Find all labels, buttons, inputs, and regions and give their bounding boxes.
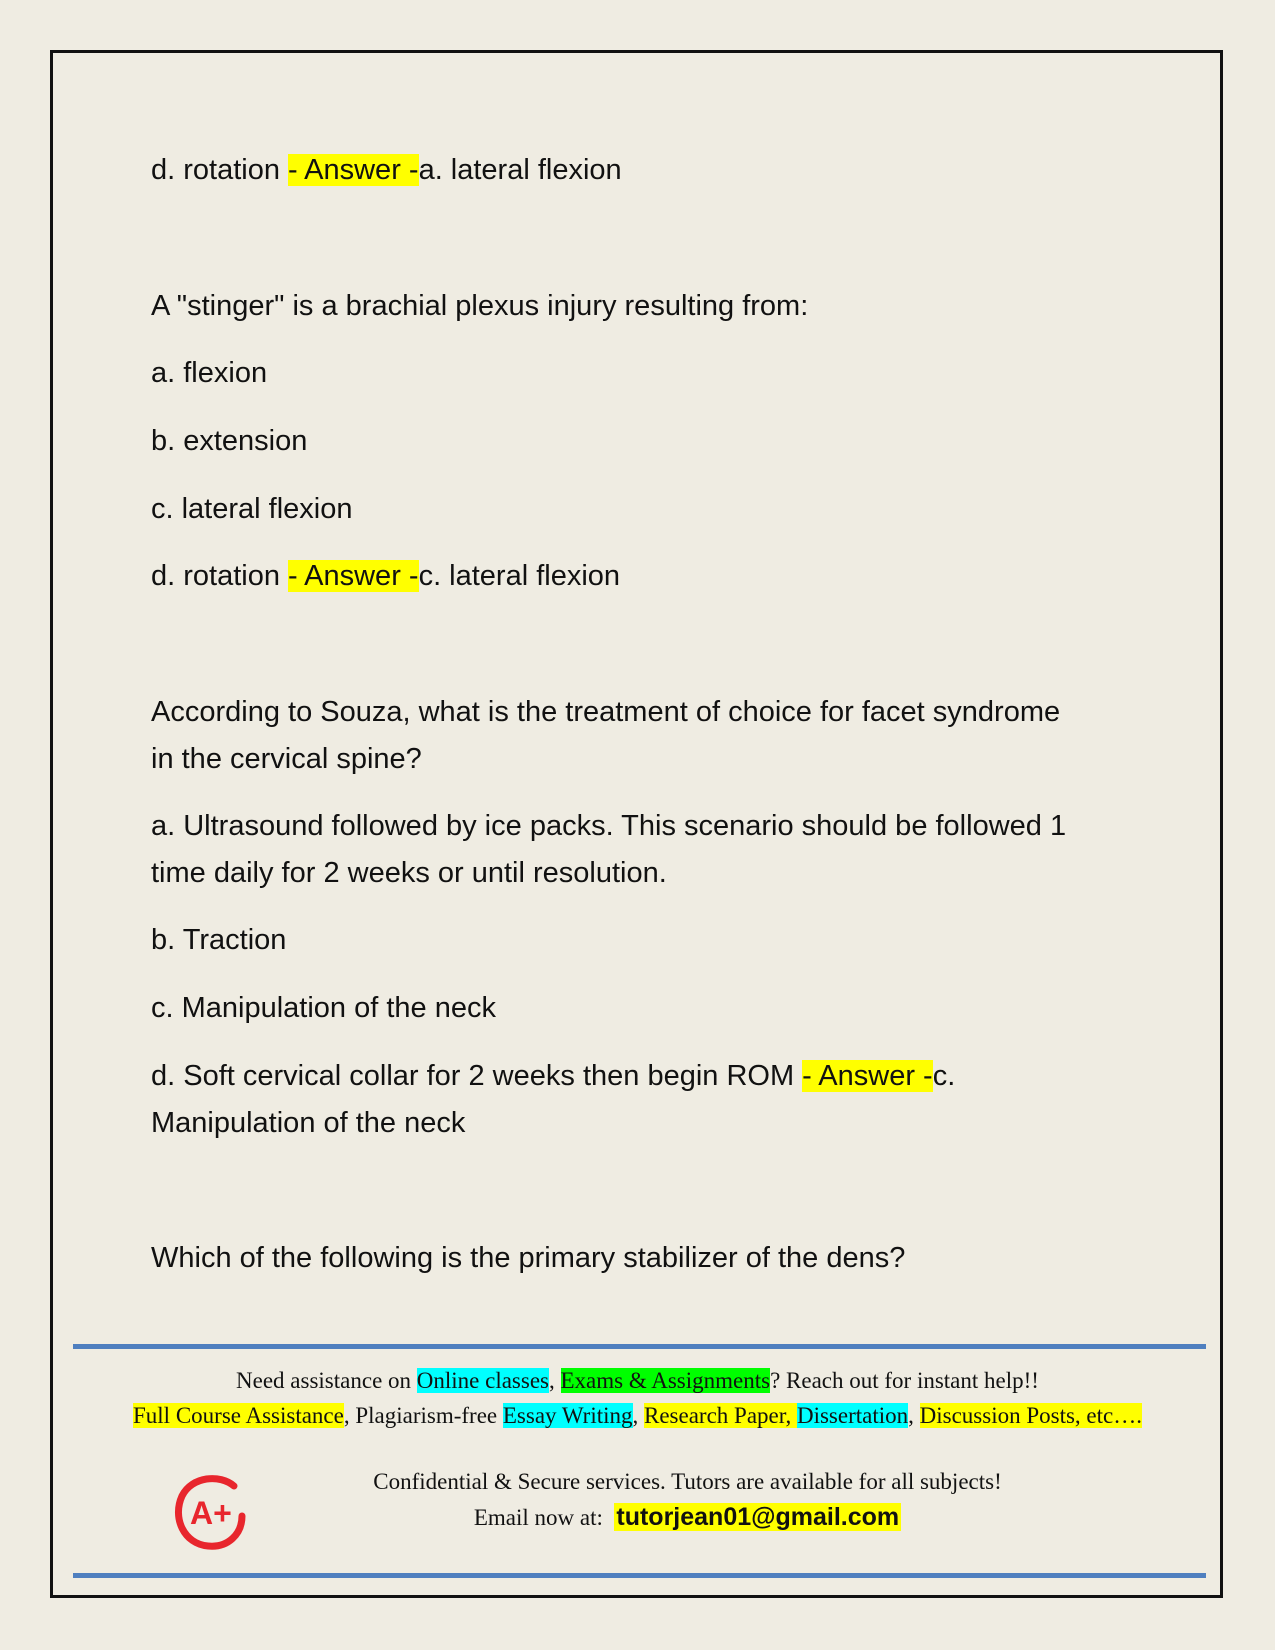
q3-question: Which of the following is the primary stabilizer of the dens? xyxy=(151,1242,906,1274)
q2-option-d xyxy=(151,1053,955,1100)
footer-confidential: Confidential & Secure services. Tutors are available for all subjects! xyxy=(373,1469,1002,1494)
q0-option-d xyxy=(151,147,622,194)
q1-question: A "stinger" is a brachial plexus injury resulting from: xyxy=(151,290,809,322)
q1-option-b: b. extension xyxy=(151,425,308,457)
footer-rule-top xyxy=(73,1344,1206,1349)
logo-text: A+ xyxy=(190,1495,232,1531)
q2-answer-marker: - Answer - xyxy=(802,1060,933,1092)
q2-question-line1: According to Souza, what is the treatment of choice for facet syndrome xyxy=(151,696,1061,728)
footer-exams-assignments: Exams & Assignments xyxy=(560,1368,771,1393)
q2-option-b: b. Traction xyxy=(151,924,287,956)
q2-answer-line2: Manipulation of the neck xyxy=(151,1107,466,1139)
footer-email-line xyxy=(150,1502,1225,1533)
q0-option-d-text: d. rotation xyxy=(151,154,289,186)
footer-line1-sep: , xyxy=(549,1368,561,1393)
footer-discussion-posts: Discussion Posts, etc…. xyxy=(919,1403,1142,1428)
q2-option-a-line2: time daily for 2 weeks or until resolution. xyxy=(151,857,667,889)
q1-option-c: c. lateral flexion xyxy=(151,493,353,525)
q1-option-a: a. flexion xyxy=(151,357,268,389)
footer-essay-writing: Essay Writing xyxy=(502,1403,633,1428)
footer-line2-sep3: , xyxy=(908,1403,920,1428)
footer-email-label: Email now at: xyxy=(473,1505,615,1530)
footer-dissertation: Dissertation xyxy=(796,1403,909,1428)
q2-answer-text: c. xyxy=(932,1060,956,1092)
footer-rule-bottom xyxy=(73,1573,1206,1578)
q2-question-line2: in the cervical spine? xyxy=(151,743,422,775)
footer-line1-prefix: Need assistance on xyxy=(236,1368,417,1393)
footer-line-2 xyxy=(50,1401,1225,1431)
q1-answer-marker: - Answer - xyxy=(288,560,419,592)
q2-option-a-line1: a. Ultrasound followed by ice packs. This scenario should be followed 1 xyxy=(151,810,1067,842)
q0-answer-marker: - Answer - xyxy=(288,154,419,186)
q1-answer-text: c. lateral flexion xyxy=(418,560,621,592)
footer-online-classes: Online classes xyxy=(416,1368,549,1393)
q2-option-c: c. Manipulation of the neck xyxy=(151,992,496,1024)
footer-line1-suffix: ? Reach out for instant help!! xyxy=(770,1368,1039,1393)
footer-research-paper: Research Paper, xyxy=(644,1403,797,1428)
q1-option-d-text: d. rotation xyxy=(151,560,289,592)
footer-line-1 xyxy=(50,1366,1225,1396)
q2-option-d-text: d. Soft cervical collar for 2 weeks then begin ROM xyxy=(151,1060,803,1092)
footer-email-link[interactable]: tutorjean01@gmail.com xyxy=(616,1503,900,1531)
q0-answer-text: a. lateral flexion xyxy=(418,154,622,186)
q1-option-d xyxy=(151,553,620,600)
footer-full-course: Full Course Assistance xyxy=(133,1403,344,1428)
footer-line2-sep2: , xyxy=(632,1403,644,1428)
footer-line2-sep1: , Plagiarism-free xyxy=(343,1403,503,1428)
